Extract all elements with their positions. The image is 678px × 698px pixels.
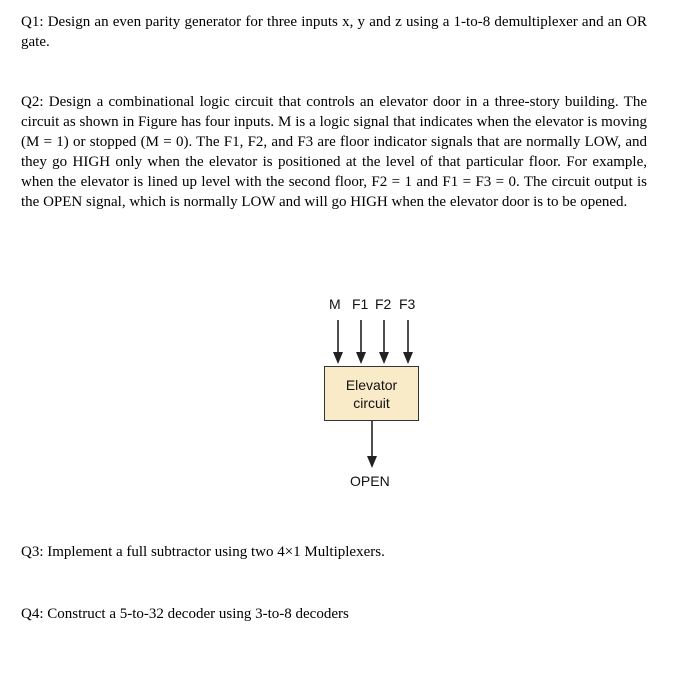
question-4-text: Q4: Construct a 5-to-32 decoder using 3-to-8 decoders	[21, 606, 349, 622]
input-arrow-f3	[403, 320, 413, 364]
input-arrow-f2	[379, 320, 389, 364]
input-label-m: M	[329, 296, 341, 312]
output-label-open: OPEN	[350, 473, 390, 489]
input-arrow-f1	[356, 320, 366, 364]
box-label-line2: circuit	[353, 394, 390, 411]
question-2-text: Q2: Design a combinational logic circuit that controls an elevator door in a three-story building. The circuit as shown in Figure has four inputs. M is a logic signal that indicates when the elevator is moving (M = 1) or stopped (M = 0). The F1, F2, and F3 are floor indicator signals that are normally LOW, and they go HIGH only when the elevator is positioned at the level of that particular floor. For example, when the elevator is lined up level with the second floor, F2 = 1 and F1 = F3 = 0. The circuit output is the OPEN signal, which is normally LOW and will go HIGH when the elevator door is to be opened.	[21, 94, 647, 210]
input-label-f2: F2	[375, 296, 392, 312]
input-arrow-m	[333, 320, 343, 364]
input-label-f3: F3	[399, 296, 416, 312]
box-label-line1: Elevator	[345, 376, 398, 393]
elevator-circuit-box	[324, 366, 419, 421]
elevator-circuit-diagram	[300, 290, 450, 500]
output-arrow	[367, 421, 377, 468]
question-1-text: Q1: Design an even parity generator for three inputs x, y and z using a 1-to-8 demultiplexer and an OR gate.	[21, 14, 647, 50]
question-3-text: Q3: Implement a full subtractor using two 4×1 Multiplexers.	[21, 544, 385, 560]
input-label-f1: F1	[352, 296, 369, 312]
